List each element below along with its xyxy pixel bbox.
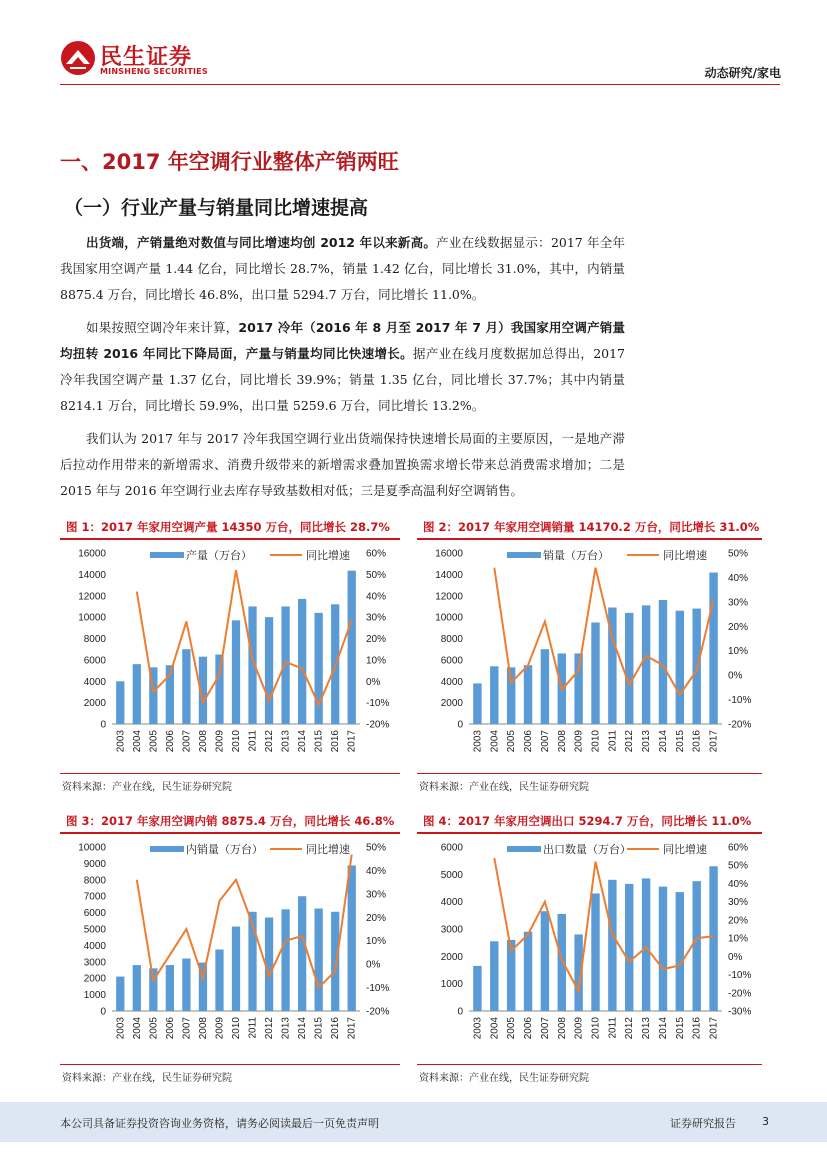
- y-left-tick-label: 10000: [78, 842, 106, 854]
- y-right-tick-label: 30%: [366, 889, 387, 901]
- y-right-tick-label: 50%: [366, 569, 387, 581]
- bar: [232, 620, 240, 724]
- y-left-tick-label: 10000: [78, 612, 106, 624]
- figure-3: [60, 810, 400, 1090]
- y-left-tick-label: 14000: [78, 569, 106, 581]
- paragraph-1-bold: 出货端，产销量绝对数值与同比增速均创 2012 年以来新高。: [86, 235, 437, 250]
- y-left-tick-label: 5000: [440, 869, 463, 881]
- y-right-tick-label: -30%: [728, 1006, 752, 1018]
- bar: [281, 909, 289, 1011]
- y-left-tick-label: 8000: [440, 634, 463, 645]
- bar: [608, 880, 616, 1011]
- figure-3-top-rule: [60, 832, 400, 834]
- y-left-tick-label: 4000: [83, 676, 106, 688]
- x-tick-label: 2014: [297, 1017, 309, 1040]
- y-right-tick-label: 10%: [728, 646, 749, 658]
- x-tick-label: 2013: [280, 1017, 292, 1040]
- y-left-tick-label: 4000: [440, 897, 463, 909]
- bar: [298, 599, 306, 724]
- x-tick-label: 2012: [264, 1017, 276, 1040]
- x-tick-label: 2005: [506, 730, 518, 753]
- figure-4-source: 资料来源：产业在线，民生证券研究院: [419, 1073, 589, 1084]
- y-left-tick-label: 14000: [435, 569, 463, 581]
- bar: [298, 896, 306, 1011]
- bar: [676, 611, 684, 724]
- y-right-tick-label: 40%: [366, 591, 387, 603]
- x-tick-label: 2016: [691, 1017, 703, 1040]
- x-tick-label: 2007: [539, 1017, 551, 1040]
- figure-3-chart: [60, 835, 400, 1063]
- x-tick-label: 2015: [313, 730, 325, 753]
- y-right-tick-label: -20%: [366, 1006, 390, 1018]
- x-tick-label: 2007: [181, 1017, 193, 1040]
- logo-subtitle: MINSHENG SECURITIES: [100, 67, 208, 76]
- header: [0, 0, 827, 90]
- y-right-tick-label: -10%: [366, 698, 390, 710]
- y-right-tick-label: -20%: [728, 988, 752, 1000]
- x-tick-label: 2003: [115, 1017, 127, 1040]
- bar: [315, 613, 323, 724]
- y-right-tick-label: -10%: [728, 695, 752, 707]
- figure-4-chart: [417, 835, 762, 1063]
- y-right-tick-label: -20%: [728, 719, 752, 731]
- figure-2: [417, 516, 762, 796]
- y-right-tick-label: 60%: [366, 548, 387, 560]
- x-tick-label: 2011: [247, 1017, 259, 1039]
- figure-1-chart: [60, 541, 400, 776]
- bar: [676, 892, 684, 1011]
- x-tick-label: 2009: [214, 1017, 226, 1040]
- paragraph-1-text: 产业在线数据显示：2017 年全年我国家用空调产量 1.44 亿台，同比增长 28.7%，销量 1.42 亿台，同比增长 31.0%，其中，内销量 8875.4 万台，同比增长 46.8%，出口量 5294.7 万台，同比增长 11.0%。: [60, 235, 625, 302]
- y-left-tick-label: 0: [457, 1006, 463, 1018]
- x-tick-label: 2015: [674, 1017, 686, 1040]
- y-right-tick-label: 40%: [728, 572, 749, 584]
- x-tick-label: 2005: [148, 1017, 160, 1040]
- y-right-tick-label: 10%: [366, 936, 387, 948]
- x-tick-label: 2010: [231, 730, 242, 753]
- x-tick-label: 2004: [489, 1017, 501, 1040]
- y-left-tick-label: 4000: [440, 676, 463, 688]
- y-right-tick-label: 20%: [728, 621, 749, 633]
- x-tick-label: 2011: [247, 730, 259, 752]
- figure-1-top-rule: [60, 538, 400, 540]
- paragraph-1: [60, 230, 625, 308]
- legend-bar-swatch: [150, 846, 184, 852]
- y-right-tick-label: 40%: [366, 865, 387, 877]
- footer-disclaimer: 本公司具备证券投资咨询业务资格，请务必阅读最后一页免责声明: [60, 1117, 379, 1130]
- x-tick-label: 2010: [590, 1017, 602, 1040]
- paragraph-3-text: 我们认为 2017 年与 2017 冷年我国空调行业出货端保持快速增长局面的主要原因，一是地产滞后拉动作用带来的新增需求、消费升级带来的新增需求叠加置换需求增长带来总消费需求增加；二是 2015 年与 2016 年空调行业去库存导致基数相对低；三是夏季高温利好空调销售。: [60, 431, 625, 498]
- figure-2-title: 图 2：2017 年家用空调销量 14170.2 万台，同比增长 31.0%: [423, 520, 760, 534]
- y-right-tick-label: 10%: [728, 933, 749, 945]
- x-tick-label: 2008: [556, 1017, 568, 1040]
- y-left-tick-label: 6000: [440, 842, 463, 854]
- x-tick-label: 2005: [148, 730, 160, 753]
- bar: [232, 927, 240, 1011]
- x-tick-label: 2005: [506, 1017, 518, 1040]
- bar: [182, 959, 190, 1011]
- legend-bar-swatch: [507, 552, 541, 558]
- paragraph-2-bold: 2017 冷年（2016 年 8 月至 2017 年 7 月）我国家用空调产销量均扭转 2016 年同比下降局面，产量与销量均同比快速增长。: [60, 320, 625, 361]
- x-tick-label: 2006: [523, 730, 535, 753]
- y-left-tick-label: 1000: [83, 990, 106, 1002]
- x-tick-label: 2004: [131, 1017, 143, 1040]
- logo-icon: [60, 40, 96, 76]
- x-tick-label: 2014: [297, 730, 309, 753]
- y-left-tick-label: 6000: [440, 655, 463, 667]
- x-tick-label: 2015: [313, 1017, 325, 1040]
- y-left-tick-label: 4000: [83, 940, 106, 952]
- bar: [473, 683, 481, 724]
- legend-line-label: 同比增速: [663, 844, 707, 856]
- y-left-tick-label: 2000: [440, 951, 463, 963]
- bar: [116, 977, 124, 1011]
- y-right-tick-label: -10%: [728, 970, 752, 982]
- x-tick-label: 2017: [708, 730, 720, 753]
- bar: [215, 950, 223, 1012]
- bar: [215, 655, 223, 724]
- x-tick-label: 2011: [607, 1017, 619, 1039]
- y-right-tick-label: 20%: [728, 915, 749, 927]
- legend-bar-label: 出口数量（万台）: [543, 844, 631, 856]
- section-title: 一、2017 年空调行业整体产销两旺: [60, 150, 399, 174]
- x-tick-label: 2010: [590, 730, 602, 753]
- y-left-tick-label: 1000: [440, 979, 463, 991]
- y-left-tick-label: 6000: [83, 655, 106, 667]
- y-left-tick-label: 3000: [83, 957, 106, 969]
- bar: [591, 622, 599, 724]
- x-tick-label: 2008: [556, 730, 568, 753]
- x-tick-label: 2006: [164, 1017, 176, 1040]
- y-right-tick-label: 30%: [728, 897, 749, 909]
- x-tick-label: 2003: [472, 730, 484, 753]
- x-tick-label: 2008: [197, 730, 209, 753]
- bar: [315, 909, 323, 1012]
- x-tick-label: 2017: [346, 730, 358, 753]
- bar: [642, 878, 650, 1011]
- y-left-tick-label: 7000: [83, 891, 106, 903]
- y-left-tick-label: 5000: [83, 924, 106, 936]
- y-left-tick-label: 2000: [83, 973, 106, 985]
- x-tick-label: 2012: [624, 730, 636, 753]
- x-tick-label: 2016: [330, 730, 342, 753]
- y-right-tick-label: 50%: [728, 860, 749, 872]
- header-divider: [60, 84, 780, 85]
- y-left-tick-label: 8000: [83, 875, 106, 887]
- y-left-tick-label: 8000: [83, 634, 106, 645]
- bar: [659, 887, 667, 1011]
- y-right-tick-label: 30%: [366, 612, 387, 624]
- bar: [348, 865, 356, 1011]
- y-right-tick-label: 20%: [366, 912, 387, 924]
- page-number: 3: [762, 1115, 769, 1128]
- x-tick-label: 2013: [641, 730, 653, 753]
- y-left-tick-label: 3000: [440, 924, 463, 936]
- x-tick-label: 2009: [573, 1017, 585, 1040]
- legend-bar-swatch: [507, 846, 541, 852]
- bar: [709, 866, 717, 1011]
- figure-1-title: 图 1：2017 年家用空调产量 14350 万台，同比增长 28.7%: [66, 520, 390, 534]
- paragraph-2-text: 据产业在线月度数据加总得出，2017 冷年我国空调产量 1.37 亿台，同比增长 39.9%；销量 1.35 亿台，同比增长 37.7%；其中内销量 8214.1 万台，同比增长 59.9%，出口量 5259.6 万台，同比增长 13.2%。: [60, 346, 625, 413]
- bar: [116, 681, 124, 724]
- paragraph-3: [60, 426, 625, 504]
- bar: [541, 649, 549, 724]
- logo-title: 民生证券: [100, 45, 193, 70]
- bar: [490, 941, 498, 1011]
- legend-line-label: 同比增速: [306, 550, 350, 562]
- y-left-tick-label: 16000: [78, 548, 106, 560]
- legend-bar-swatch: [150, 552, 184, 558]
- bar: [133, 664, 141, 724]
- x-tick-label: 2003: [115, 730, 127, 753]
- x-tick-label: 2007: [539, 730, 551, 753]
- x-tick-label: 2009: [214, 730, 226, 753]
- bar: [331, 912, 339, 1011]
- legend-line-label: 同比增速: [663, 550, 707, 562]
- bar: [625, 884, 633, 1011]
- bar: [591, 893, 599, 1011]
- figure-3-bottom-rule: [60, 1064, 400, 1065]
- y-right-tick-label: 0%: [366, 676, 381, 688]
- x-tick-label: 2017: [708, 1017, 720, 1040]
- y-right-tick-label: 50%: [366, 842, 387, 854]
- x-tick-label: 2004: [489, 730, 501, 753]
- figure-4-top-rule: [417, 832, 762, 834]
- y-right-tick-label: 0%: [366, 959, 381, 971]
- section-subtitle: （一）行业产量与销量同比增速提高: [64, 197, 369, 219]
- figure-2-chart: [417, 541, 762, 776]
- y-left-tick-label: 2000: [440, 698, 463, 710]
- bar: [709, 573, 717, 724]
- y-right-tick-label: 40%: [728, 878, 749, 890]
- y-left-tick-label: 0: [457, 719, 463, 731]
- figure-1-bottom-rule: [60, 773, 400, 774]
- x-tick-label: 2015: [674, 730, 686, 753]
- bar: [281, 606, 289, 724]
- bar: [524, 932, 532, 1011]
- figure-2-source: 资料来源：产业在线，民生证券研究院: [419, 782, 589, 793]
- x-tick-label: 2008: [197, 1017, 209, 1040]
- bar: [625, 613, 633, 724]
- y-right-tick-label: 60%: [728, 842, 749, 854]
- y-left-tick-label: 16000: [435, 548, 463, 560]
- x-tick-label: 2014: [657, 1017, 669, 1040]
- y-left-tick-label: 2000: [83, 698, 106, 710]
- x-tick-label: 2016: [330, 1017, 342, 1040]
- bar: [166, 965, 174, 1011]
- y-right-tick-label: 30%: [728, 597, 749, 609]
- bar: [692, 881, 700, 1011]
- bar: [642, 605, 650, 724]
- bar: [490, 666, 498, 724]
- figure-2-bottom-rule: [417, 773, 762, 774]
- bar: [524, 665, 532, 724]
- y-left-tick-label: 0: [100, 719, 106, 731]
- y-right-tick-label: 10%: [366, 655, 387, 667]
- bar: [348, 571, 356, 724]
- bar: [473, 966, 481, 1011]
- bar: [133, 965, 141, 1011]
- figure-1: [60, 516, 400, 796]
- x-tick-label: 2013: [641, 1017, 653, 1040]
- bar: [265, 617, 273, 724]
- x-tick-label: 2003: [472, 1017, 484, 1040]
- x-tick-label: 2016: [691, 730, 703, 753]
- y-right-tick-label: -10%: [366, 983, 390, 995]
- legend-bar-label: 销量（万台）: [543, 550, 609, 562]
- x-tick-label: 2004: [131, 730, 143, 753]
- x-tick-label: 2012: [624, 1017, 636, 1040]
- x-tick-label: 2009: [573, 730, 585, 753]
- bar: [182, 649, 190, 724]
- y-left-tick-label: 12000: [435, 591, 463, 603]
- paragraph-2-intro: 如果按照空调冷年来计算，: [86, 320, 239, 335]
- figure-4-title: 图 4：2017 年家用空调出口 5294.7 万台，同比增长 11.0%: [423, 814, 752, 828]
- figure-4: [417, 810, 762, 1090]
- x-tick-label: 2006: [164, 730, 176, 753]
- y-right-tick-label: 50%: [728, 548, 749, 560]
- y-right-tick-label: -20%: [366, 719, 390, 731]
- x-tick-label: 2006: [523, 1017, 535, 1040]
- y-left-tick-label: 10000: [435, 612, 463, 624]
- figure-3-source: 资料来源：产业在线，民生证券研究院: [62, 1073, 232, 1084]
- y-right-tick-label: 0%: [728, 670, 743, 682]
- y-left-tick-label: 0: [100, 1006, 106, 1018]
- legend-bar-label: 产量（万台）: [186, 550, 252, 562]
- paragraph-2: [60, 315, 625, 419]
- x-tick-label: 2012: [264, 730, 276, 753]
- x-tick-label: 2014: [657, 730, 669, 753]
- x-tick-label: 2011: [607, 730, 619, 752]
- figure-2-top-rule: [417, 538, 762, 540]
- y-right-tick-label: 20%: [366, 634, 387, 645]
- figure-1-source: 资料来源：产业在线，民生证券研究院: [62, 782, 232, 793]
- figure-4-bottom-rule: [417, 1064, 762, 1065]
- y-left-tick-label: 9000: [83, 858, 106, 870]
- figure-3-title: 图 3：2017 年家用空调内销 8875.4 万台，同比增长 46.8%: [66, 814, 395, 828]
- footer-report-type: 证券研究报告: [670, 1117, 736, 1130]
- bar: [659, 600, 667, 724]
- footer: [0, 1102, 827, 1142]
- y-right-tick-label: 0%: [728, 951, 743, 963]
- x-tick-label: 2013: [280, 730, 292, 753]
- x-tick-label: 2007: [181, 730, 193, 753]
- legend-line-label: 同比增速: [306, 844, 350, 856]
- x-tick-label: 2010: [231, 1017, 242, 1040]
- y-left-tick-label: 6000: [83, 908, 106, 920]
- x-tick-label: 2017: [346, 1017, 358, 1040]
- bar: [541, 911, 549, 1011]
- y-left-tick-label: 12000: [78, 591, 106, 603]
- legend-bar-label: 内销量（万台）: [186, 844, 263, 856]
- bar: [558, 914, 566, 1011]
- report-category: 动态研究/家电: [704, 66, 781, 80]
